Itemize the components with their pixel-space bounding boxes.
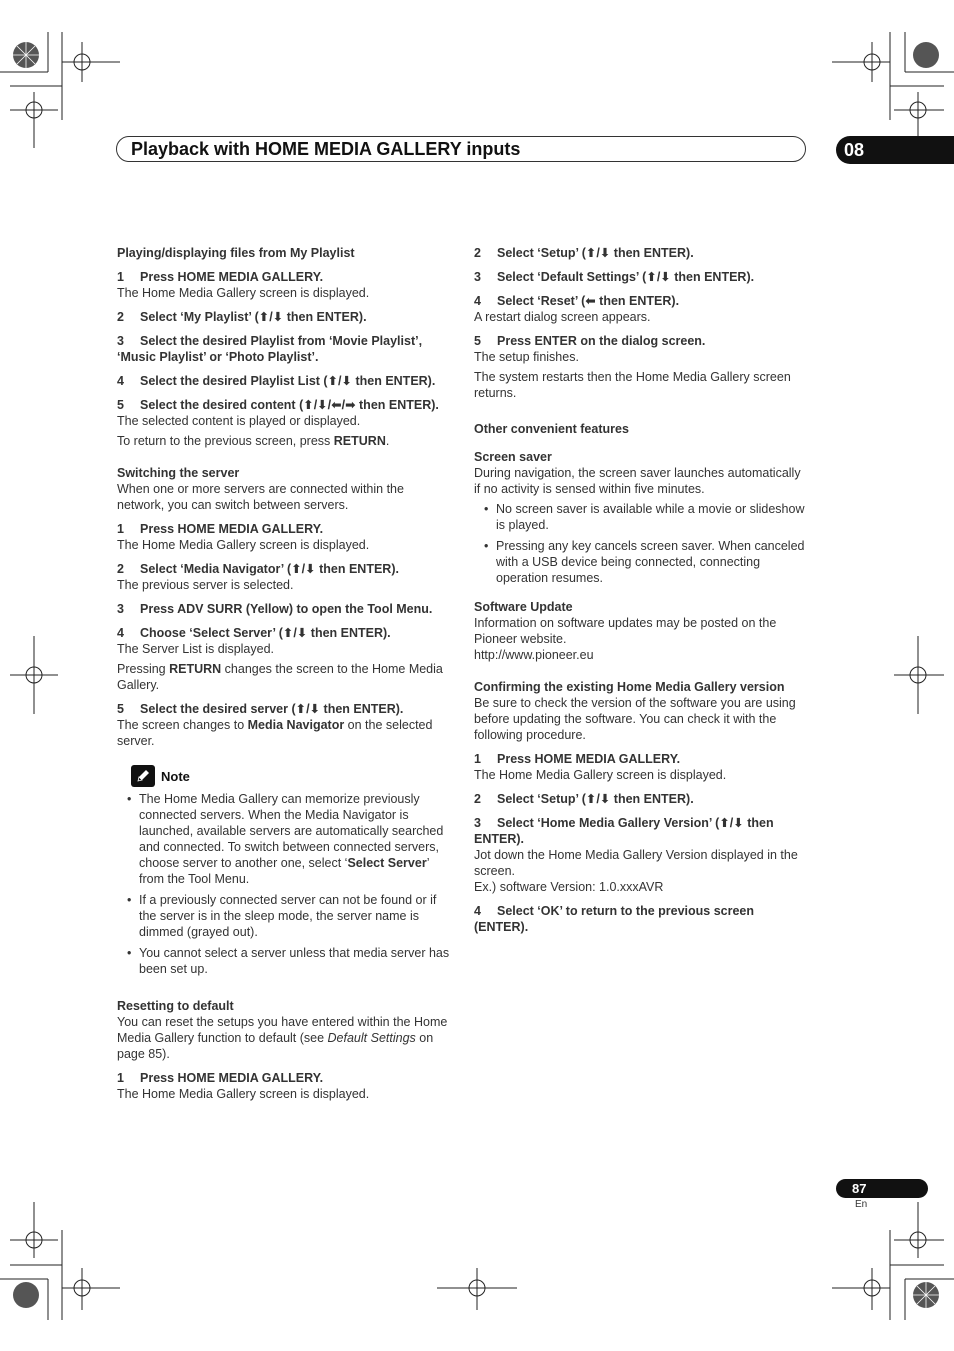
- version-step-4: 4 Select ‘OK’ to return to the previous screen (ENTER).: [474, 904, 755, 934]
- playlist-step-5: 5 Select the desired content (⬆/⬇/⬅/➡ then ENTER).: [117, 398, 439, 412]
- chapter-badge: 08: [836, 136, 954, 164]
- server-step-1: 1 Press HOME MEDIA GALLERY.: [117, 522, 324, 536]
- version-step-3-example: Ex.) software Version: 1.0.xxxAVR: [474, 880, 664, 894]
- reset-step-1: 1 Press HOME MEDIA GALLERY.: [117, 1071, 324, 1085]
- version-step-3-desc: Jot down the Home Media Gallery Version displayed in the screen.: [474, 848, 798, 878]
- reset-step-4: 4 Select ‘Reset’ (⬅ then ENTER).: [474, 294, 680, 308]
- screen-saver-item: • Pressing any key cancels screen saver. When canceled with a USB device being connected, connecting operation resumes.: [496, 538, 809, 586]
- server-step-1-desc: The Home Media Gallery screen is displayed.: [117, 538, 370, 552]
- server-step-5: 5 Select the desired server (⬆/⬇ then ENTER).: [117, 702, 404, 716]
- server-intro: When one or more servers are connected within the network, you can switch between servers.: [117, 482, 404, 512]
- software-update-text: Information on software updates may be posted on the Pioneer website.: [474, 616, 777, 646]
- playlist-heading: Playing/displaying files from My Playlist: [117, 246, 355, 260]
- server-step-4-desc: The Server List is displayed.: [117, 642, 275, 656]
- server-step-5-desc: The screen changes to Media Navigator on the selected server.: [117, 718, 433, 748]
- reset-intro: You can reset the setups you have entered within the Home Media Gallery function to default (see Default Settings on page 85).: [117, 1015, 448, 1061]
- left-column: [117, 245, 452, 1102]
- reset-step-5-desc2: The system restarts then the Home Media Gallery screen returns.: [474, 370, 791, 400]
- server-heading: Switching the server: [117, 466, 240, 480]
- note-label: Note: [161, 768, 190, 784]
- screen-saver-heading: Screen saver: [474, 450, 552, 464]
- header-bar: [116, 136, 806, 162]
- playlist-return-text: To return to the previous screen, press RETURN.: [117, 434, 390, 448]
- language-code: En: [855, 1199, 868, 1210]
- version-step-2: 2 Select ‘Setup’ (⬆/⬇ then ENTER).: [474, 792, 694, 806]
- playlist-step-3: 3 Select the desired Playlist from ‘Movie Playlist’, ‘Music Playlist’ or ‘Photo Playlist’.: [117, 334, 423, 364]
- reset-step-4-desc: A restart dialog screen appears.: [474, 310, 651, 324]
- pencil-icon: [131, 765, 155, 787]
- version-step-1-desc: The Home Media Gallery screen is displayed.: [474, 768, 727, 782]
- playlist-step-5-desc: The selected content is played or displayed.: [117, 414, 361, 428]
- server-step-2-desc: The previous server is selected.: [117, 578, 294, 592]
- note-list: [117, 791, 452, 977]
- version-step-1: 1 Press HOME MEDIA GALLERY.: [474, 752, 681, 766]
- reset-step-5-desc: The setup finishes.: [474, 350, 579, 364]
- playlist-step-4: 4 Select the desired Playlist List (⬆/⬇ then ENTER).: [117, 374, 436, 388]
- note-item: • The Home Media Gallery can memorize previously connected servers. When the Media Navigator is launched, available servers are automatically searched and connected. To switch between connected servers, choose server to another one, select ‘Select Server’ from the Tool Menu.: [139, 791, 452, 887]
- reset-step-1-desc: The Home Media Gallery screen is displayed.: [117, 1087, 370, 1101]
- screen-saver-text: During navigation, the screen saver launches automatically if no activity is sensed within five minutes.: [474, 466, 801, 496]
- version-intro: Be sure to check the version of the software you are using before updating the software. You can check it with the following procedure.: [474, 696, 796, 742]
- screen-saver-item: • No screen saver is available while a movie or slideshow is played.: [496, 501, 809, 533]
- playlist-step-1-desc: The Home Media Gallery screen is displayed.: [117, 286, 370, 300]
- page-number: 87: [836, 1179, 928, 1198]
- server-step-2: 2 Select ‘Media Navigator’ (⬆/⬇ then ENTER).: [117, 562, 399, 576]
- software-update-heading: Software Update: [474, 600, 573, 614]
- version-heading: Confirming the existing Home Media Gallery version: [474, 680, 785, 694]
- playlist-step-1: 1 Press HOME MEDIA GALLERY.: [117, 270, 324, 284]
- server-step-3: 3 Press ADV SURR (Yellow) to open the Tool Menu.: [117, 602, 433, 616]
- note-item: • If a previously connected server can not be found or if the server is in the sleep mode, the server name is dimmed (grayed out).: [139, 892, 452, 940]
- reset-step-3: 3 Select ‘Default Settings’ (⬆/⬇ then ENTER).: [474, 270, 755, 284]
- version-step-3: 3 Select ‘Home Media Gallery Version’ (⬆/⬇ then ENTER).: [474, 816, 774, 846]
- right-column: [474, 245, 809, 935]
- page-title: Playback with HOME MEDIA GALLERY inputs: [131, 139, 521, 159]
- server-step-4: 4 Choose ‘Select Server’ (⬆/⬇ then ENTER).: [117, 626, 391, 640]
- server-step-4-return: Pressing RETURN changes the screen to the Home Media Gallery.: [117, 662, 443, 692]
- software-update-url: http://www.pioneer.eu: [474, 648, 594, 662]
- reset-heading: Resetting to default: [117, 999, 234, 1013]
- features-heading: Other convenient features: [474, 422, 629, 436]
- screen-saver-list: [474, 501, 809, 586]
- reset-step-5: 5 Press ENTER on the dialog screen.: [474, 334, 706, 348]
- note-header: [131, 765, 452, 787]
- reset-step-2: 2 Select ‘Setup’ (⬆/⬇ then ENTER).: [474, 246, 694, 260]
- note-item: • You cannot select a server unless that media server has been set up.: [139, 945, 452, 977]
- playlist-step-2: 2 Select ‘My Playlist’ (⬆/⬇ then ENTER).: [117, 310, 367, 324]
